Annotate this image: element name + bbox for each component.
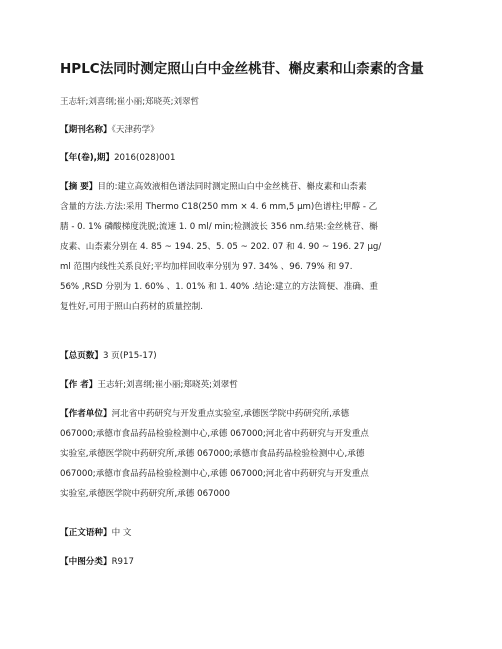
author-value: 王志轩;刘喜纲;崔小丽;郑晓英;刘翠哲 bbox=[97, 380, 238, 390]
abstract-line: ml 范围内线性关系良好;平均加样回收率分别为 97. 34% 、96. 79% 和 97. bbox=[60, 262, 353, 272]
abstract-line: 腈 - 0. 1% 磷酸梯度洗脱;流速 1. 0 ml/ min;检测波长 356 nm.结果:金丝桃苷、槲 bbox=[60, 222, 378, 232]
paper-title: HPLC法同时测定照山白中金丝桃苷、槲皮素和山柰素的含量 bbox=[60, 61, 424, 77]
author-affiliation-field bbox=[60, 404, 432, 504]
affiliation-line: 067000;承德市食品药品检验检测中心,承德 067000;河北省中药研究与开发重点 bbox=[60, 469, 369, 479]
abstract-line: 含量的方法.方法:采用 Thermo C18(250 mm × 4. 6 mm,5 μm)色谱柱;甲醇 - 乙 bbox=[60, 202, 378, 212]
journal-field bbox=[60, 120, 432, 140]
affiliation-line: 实验室,承德医学院中药研究所,承德 067000;承德市食品药品检验检测中心,承德 bbox=[60, 449, 365, 459]
language-value: 中 文 bbox=[111, 528, 132, 538]
abstract-line: 皮素、山柰素分别在 4. 85 ~ 194. 25、5. 05 ~ 202. 07 和 4. 90 ~ 196. 27 μg/ bbox=[60, 242, 382, 252]
classification-value: R917 bbox=[111, 557, 134, 567]
affiliation-label: 【作者单位】 bbox=[60, 409, 112, 419]
year-volume-issue-value: 2016(028)001 bbox=[114, 153, 176, 163]
classification-label: 【中图分类】 bbox=[60, 557, 112, 567]
affiliation-line: 067000;承德市食品药品检验检测中心,承德 067000;河北省中药研究与开发重点 bbox=[60, 429, 369, 439]
abstract-text: 目的:建立高效液相色谱法同时测定照山白中金丝桃苷、槲皮素和山柰素 bbox=[97, 182, 367, 192]
abstract-label: 【摘 要】 bbox=[60, 182, 98, 192]
affiliation-line: 实验室,承德医学院中药研究所,承德 067000 bbox=[60, 489, 230, 499]
page-count-label: 【总页数】 bbox=[60, 351, 103, 361]
language-field bbox=[60, 523, 432, 543]
abstract-line: 复性好,可用于照山白药材的质量控制. bbox=[60, 302, 203, 312]
page-count-field bbox=[60, 346, 432, 366]
year-volume-issue-field bbox=[60, 148, 432, 168]
author-field bbox=[60, 375, 432, 395]
abstract-line bbox=[60, 177, 432, 197]
journal-value: 《天津药学》 bbox=[111, 125, 159, 135]
abstract-line: 56% ,RSD 分别为 1. 60% 、1. 01% 和 1. 40% .结论:建立的方法简便、准确、重 bbox=[60, 282, 379, 292]
author-list: 王志轩;刘喜纲;崔小丽;郑晓英;刘翠哲 bbox=[60, 97, 199, 107]
page-count-value: 3 页(P15-17) bbox=[102, 351, 157, 361]
affiliation-line bbox=[60, 404, 432, 424]
year-volume-issue-label: 【年(卷),期】 bbox=[60, 153, 115, 163]
language-label: 【正文语种】 bbox=[60, 528, 112, 538]
journal-label: 【期刊名称】 bbox=[60, 125, 112, 135]
abstract-field bbox=[60, 177, 432, 317]
affiliation-text: 河北省中药研究与开发重点实验室,承德医学院中药研究所,承德 bbox=[111, 409, 350, 419]
classification-field bbox=[60, 552, 432, 572]
author-label: 【作 者】 bbox=[60, 380, 98, 390]
